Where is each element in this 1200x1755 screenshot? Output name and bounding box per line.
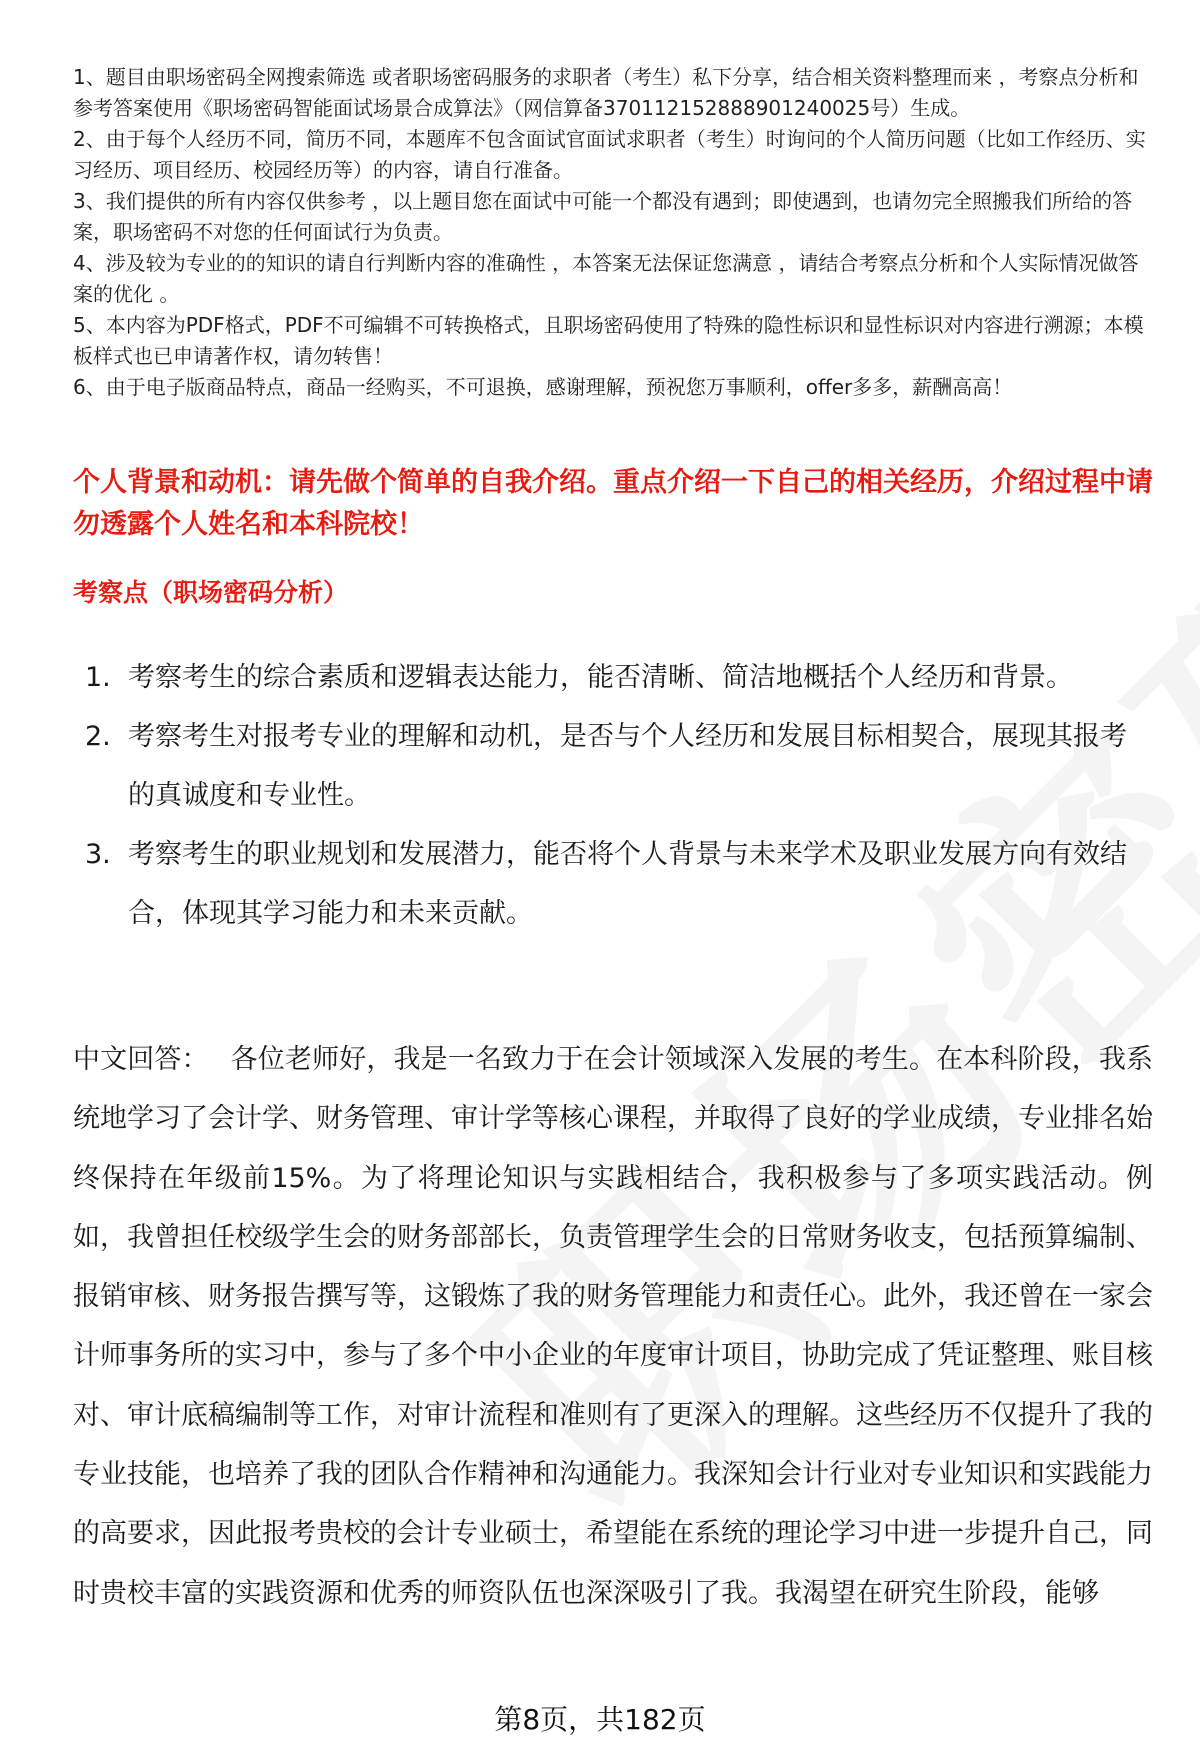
note-item: 4、涉及较为专业的的知识的请自行判断内容的准确性 ，本答案无法保证您满意 ，请结合考察点分析和个人实际情况做答案的优化 。 [73, 251, 1139, 306]
note-item: 3、我们提供的所有内容仅供参考 ，以上题目您在面试中可能一个都没有遇到；即使遇到，也请勿完全照搬我们所给的答案，职场密码不对您的任何面试行为负责。 [73, 189, 1133, 244]
question-heading: 个人背景和动机：请先做个简单的自我介绍。重点介绍一下自己的相关经历，介绍过程中请勿透露个人姓名和本科院校！ [73, 467, 1153, 540]
chinese-answer [73, 1030, 1153, 1623]
analysis-points [73, 648, 1153, 943]
note-item: 2、由于每个人经历不同，简历不同，本题库不包含面试官面试求职者（考生）时询问的个人简历问题（比如工作经历、实习经历、项目经历、校园经历等）的内容，请自行准备。 [73, 127, 1146, 182]
page-number: 第8页，共182页 [494, 1703, 706, 1736]
point-text: 考察考生的职业规划和发展潜力，能否将个人背景与未来学术及职业发展方向有效结合，体现其学习能力和未来贡献。 [128, 839, 1127, 929]
analysis-point [73, 648, 1153, 707]
answer-text: 各位老师好，我是一名致力于在会计领域深入发展的考生。在本科阶段，我系统地学习了会计学、财务管理、审计学等核心课程，并取得了良好的学业成绩，专业排名始终保持在年级前15%。为了将理论知识与实践相结合，我积极参与了多项实践活动。例如，我曾担任校级学生会的财务部部长，负责管理学生会的日常财务收支，包括预算编制、报销审核、财务报告撰写等，这锻炼了我的财务管理能力和责任心。此外，我还曾在一家会计师事务所的实习中，参与了多个中小企业的年度审计项目，协助完成了凭证整理、账目核对、审计底稿编制等工作，对审计流程和准则有了更深入的理解。这些经历不仅提升了我的专业技能，也培养了我的团队合作精神和沟通能力。我深知会计行业对专业知识和实践能力的高要求，因此报考贵校的会计专业硕士，希望能在系统的理论学习中进一步提升自己，同时贵校丰富的实践资源和优秀的师资队伍也深深吸引了我。我渴望在研究生阶段，能够 [73, 1044, 1154, 1609]
point-number: 1. [85, 662, 111, 693]
point-text: 考察考生对报考专业的理解和动机，是否与个人经历和发展目标相契合，展现其报考的真诚度和专业性。 [128, 721, 1127, 811]
answer-label: 中文回答： [73, 1044, 209, 1075]
disclaimer-notes [73, 62, 1153, 403]
note-item: 5、本内容为PDF格式，PDF不可编辑不可转换格式，且职场密码使用了特殊的隐性标识和显性标识对内容进行溯源；本模板样式也已申请著作权，请勿转售！ [73, 313, 1144, 368]
note-item: 1、题目由职场密码全网搜索筛选 或者职场密码服务的求职者（考生）私下分享，结合相关资料整理而来 ，考察点分析和参考答案使用《职场密码智能面试场景合成算法》（网信算备370112152888901240025号）生成。 [73, 65, 1139, 120]
note-item: 6、由于电子版商品特点，商品一经购买，不可退换，感谢理解，预祝您万事顺利，offer多多，薪酬高高！ [73, 375, 1013, 399]
analysis-point [73, 825, 1153, 943]
point-number: 2. [85, 721, 111, 752]
analysis-point [73, 707, 1153, 825]
point-text: 考察考生的综合素质和逻辑表达能力，能否清晰、简洁地概括个人经历和背景。 [128, 662, 1073, 693]
analysis-heading: 考察点（职场密码分析） [73, 578, 349, 607]
point-number: 3. [85, 839, 111, 870]
